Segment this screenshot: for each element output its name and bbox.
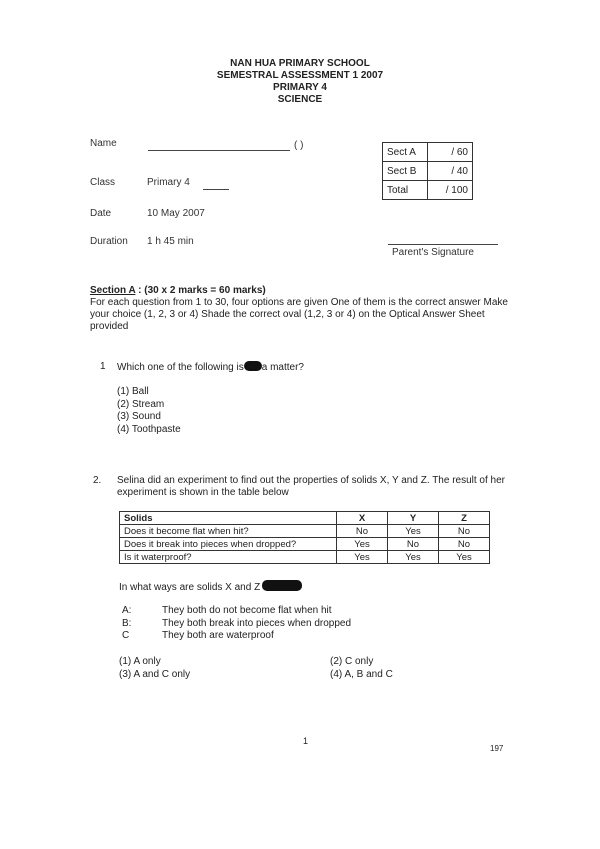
q2-question <box>119 580 302 594</box>
value-cell: Yes <box>439 551 490 564</box>
q1-text <box>117 361 304 374</box>
q1-options <box>117 386 181 436</box>
value-cell: Yes <box>388 525 439 538</box>
score-max: / 40 <box>428 162 473 181</box>
name-line <box>148 150 290 151</box>
level-title: PRIMARY 4 <box>273 82 327 93</box>
statement-row <box>122 605 351 618</box>
q1-option: (4) Toothpaste <box>117 423 181 435</box>
ink-blot-icon <box>262 580 302 591</box>
statement-text: They both break into pieces when dropped <box>162 617 352 629</box>
school-name: NAN HUA PRIMARY SCHOOL <box>230 58 370 69</box>
statement-text: They both do not become flat when hit <box>162 605 332 616</box>
property-cell: Does it become flat when hit? <box>120 525 337 538</box>
signature-label: Parent's Signature <box>392 247 474 258</box>
date-label: Date <box>90 208 112 219</box>
date-value: 10 May 2007 <box>147 208 205 219</box>
score-row-sect-a <box>383 143 473 162</box>
header-z: Z <box>439 512 490 525</box>
value-cell: No <box>439 525 490 538</box>
assessment-title: SEMESTRAL ASSESSMENT 1 2007 <box>216 70 384 81</box>
table-row <box>120 525 490 538</box>
duration-value: 1 h 45 min <box>147 236 194 247</box>
value-cell: No <box>337 525 388 538</box>
value-cell: No <box>388 538 439 551</box>
class-line <box>203 189 229 190</box>
header-y: Y <box>388 512 439 525</box>
section-a-title-underlined: Section A <box>90 285 136 296</box>
class-value: Primary 4 <box>147 177 190 188</box>
corner-number: 197 <box>490 744 504 753</box>
value-cell: Yes <box>388 551 439 564</box>
score-section-label: Sect A <box>383 143 428 162</box>
properties-header-row <box>120 512 490 525</box>
value-cell: No <box>439 538 490 551</box>
properties-table <box>119 511 490 564</box>
name-label: Name <box>90 138 117 149</box>
score-max: / 100 <box>428 181 473 200</box>
q2-statements <box>122 605 351 643</box>
property-cell: Does it break into pieces when dropped? <box>120 538 337 551</box>
score-section-label: Sect B <box>383 162 428 181</box>
subject-title: SCIENCE <box>277 94 323 105</box>
q1-text-after: a matter? <box>261 362 304 373</box>
statement-row <box>122 618 351 631</box>
class-label: Class <box>90 177 116 188</box>
score-row-total <box>383 181 473 200</box>
q2-choice-2: (2) C only <box>330 656 374 667</box>
header-solids: Solids <box>120 512 337 525</box>
statement-row <box>122 630 351 643</box>
score-box <box>382 142 473 200</box>
duration-label: Duration <box>90 236 128 247</box>
statement-letter: A: <box>122 605 132 616</box>
statement-letter: C <box>122 630 130 641</box>
q2-number: 2. <box>93 475 102 486</box>
score-row-sect-b <box>383 162 473 181</box>
q2-choice-4: (4) A, B and C <box>330 669 393 680</box>
statement-letter: B: <box>122 617 132 629</box>
q1-text-before: Which one of the following is <box>117 362 244 373</box>
q1-number: 1 <box>100 361 106 372</box>
header-x: X <box>337 512 388 525</box>
q1-option: (3) Sound <box>117 411 161 422</box>
statement-text: They both are waterproof <box>162 630 274 641</box>
section-a-title-rest: : (30 x 2 marks = 60 marks) <box>135 285 266 296</box>
q1-option: (1) Ball <box>117 386 149 397</box>
q2-choice-3: (3) A and C only <box>119 669 191 680</box>
q2-intro: Selina did an experiment to find out the properties of solids X, Y and Z. The result of her experiment is shown in the table below <box>117 475 506 498</box>
score-section-label: Total <box>383 181 428 200</box>
score-max: / 60 <box>428 143 473 162</box>
q1-option: (2) Stream <box>117 398 165 410</box>
property-cell: Is it waterproof? <box>120 551 337 564</box>
value-cell: Yes <box>337 538 388 551</box>
page-number: 1 <box>303 736 309 746</box>
index-parens: ( ) <box>294 140 304 151</box>
section-a-title <box>90 285 266 296</box>
ink-blot-icon <box>244 361 262 371</box>
table-row <box>120 538 490 551</box>
signature-line <box>388 244 498 245</box>
q2-choice-1: (1) A only <box>119 656 161 667</box>
q2-question-before: In what ways are solids X and Z <box>119 582 261 593</box>
value-cell: Yes <box>337 551 388 564</box>
section-a-instructions: For each question from 1 to 30, four options are given One of them is the correct answer Make your choice (1, 2, 3 or 4) Shade the correct oval (1,2, 3 or 4) on the Optical Answer Sheet provided <box>90 297 508 332</box>
table-row <box>120 551 490 564</box>
